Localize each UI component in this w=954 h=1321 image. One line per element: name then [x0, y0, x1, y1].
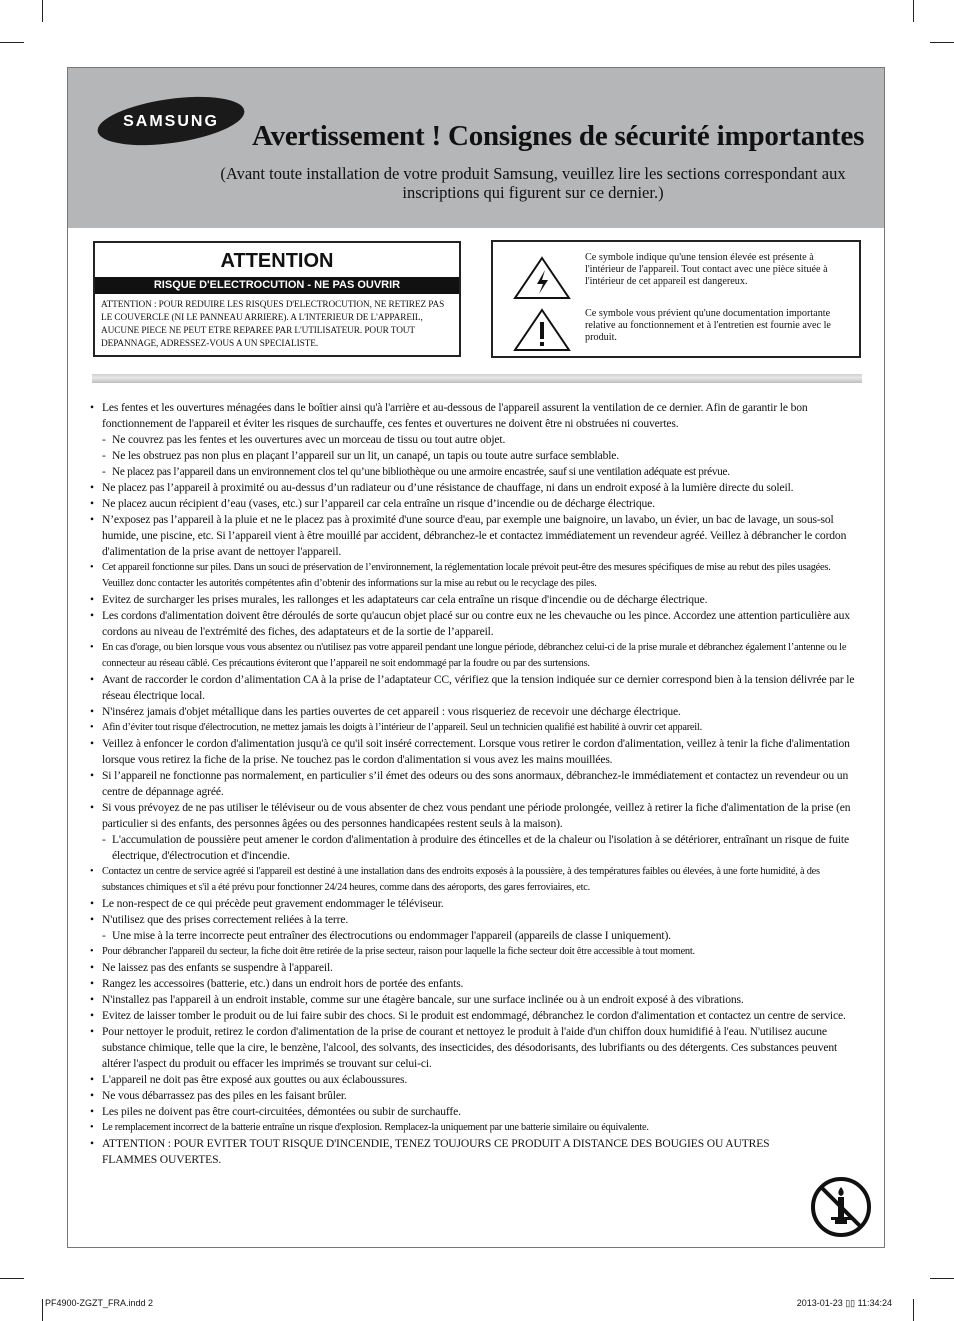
crop-mark	[913, 1299, 914, 1321]
attention-warning-bar: RISQUE D'ELECTROCUTION - NE PAS OUVRIR	[95, 277, 459, 294]
page-frame	[67, 67, 885, 1248]
footer-timestamp: 2013-01-23 ▯▯ 11:34:24	[796, 1298, 892, 1308]
list-subitem: - Ne placez pas l’appareil dans un environnement clos tel qu’une bibliothèque ou une armoire encastrée, sauf si une ventilation adéquate est prévue.	[88, 464, 860, 480]
list-item: • Le non-respect de ce qui précède peut gravement endommager le téléviseur.	[88, 896, 860, 912]
page-subtitle: (Avant toute installation de votre produit Samsung, veuillez lire les sections correspondant aux inscriptions qui figurent sur ce dernier.)	[220, 164, 846, 202]
list-item: • N'installez pas l'appareil à un endroit instable, comme sur une étagère bancale, sur une surface inclinée ou à un endroit exposé à des vibrations.	[88, 992, 860, 1008]
list-item: • N’exposez pas l’appareil à la pluie et ne le placez pas à proximité d'une source d'eau, par exemple une baignoire, un lavabo, un évier, un bac de lavage, un sous-sol humide, une piscine, etc. Si l’appareil vient à être mouillé par accident, débranchez-le et contactez immédiatement un revendeur agréé. Veillez à débrancher le cordon d'alimentation de la prise avant de nettoyer l'appareil.	[88, 512, 860, 560]
list-item: • En cas d'orage, ou bien lorsque vous vous absentez ou n'utilisez pas votre appareil pendant une longue période, débranchez celui-ci de la prise murale et débranchez également l’antenne ou le connecteur au réseau câblé. Ces précautions éviteront que l’appareil ne soit endommagé par la foudre ou par des surtensions.	[88, 640, 860, 672]
high-voltage-warning-icon	[513, 256, 571, 300]
list-item: • ATTENTION : POUR EVITER TOUT RISQUE D'INCENDIE, TENEZ TOUJOURS CE PRODUIT A DISTANCE DES BOUGIES OU AUTRES FLAMMES OUVERTES.	[88, 1136, 792, 1168]
page-title: Avertissement ! Consignes de sécurité importantes	[252, 120, 865, 152]
list-item: • Ne placez pas l’appareil à proximité ou au-dessus d’un radiateur ou d’une résistance de chauffage, ni dans un endroit exposé à la lumière directe du soleil.	[88, 480, 860, 496]
list-item: • Veillez à enfoncer le cordon d'alimentation jusqu'à ce qu'il soit inséré correctement. Lorsque vous retirer le cordon d'alimentation, veillez à tenir la fiche d'alimentation lorsque vous retirez la fiche de la prise. Ne touchez pas le cordon d'alimentation si vous avez les mains mouillées.	[88, 736, 860, 768]
crop-mark	[42, 0, 43, 22]
no-candle-icon	[809, 1175, 873, 1239]
safety-instructions-list	[88, 400, 860, 1168]
list-item: • Evitez de surcharger les prises murales, les rallonges et les adaptateurs car cela entraîne un risque d'incendie ou de décharge électrique.	[88, 592, 860, 608]
crop-mark	[0, 1278, 24, 1279]
attention-text: ATTENTION : POUR REDUIRE LES RISQUES D'ELECTROCUTION, NE RETIREZ PAS LE COUVERCLE (NI LE PANNEAU ARRIERE). A L'INTERIEUR DE L'APPAREIL, AUCUNE PIECE NE PEUT ETRE REPAREE PAR L'UTILISATEUR. POUR TOUT DEPANNAGE, ADRESSEZ-VOUS A UN SPECIALISTE.	[101, 300, 445, 349]
list-item: • N'utilisez que des prises correctement reliées à la terre.	[88, 912, 860, 928]
symbols-box	[491, 240, 861, 358]
footer-file-name: PF4900-ZGZT_FRA.indd 2	[45, 1298, 154, 1308]
list-item: • Avant de raccorder le cordon d’alimentation CA à la prise de l’adaptateur CC, vérifiez que la tension indiquée sur ce dernier correspond bien à la tension délivrée par le réseau électrique local.	[88, 672, 860, 704]
list-item: • Le remplacement incorrect de la batterie entraîne un risque d'explosion. Remplacez-la uniquement par une batterie similaire ou équivalente.	[88, 1120, 802, 1136]
list-subitem: - Ne couvrez pas les fentes et les ouvertures avec un morceau de tissu ou tout autre objet.	[88, 432, 860, 448]
crop-mark	[0, 42, 24, 43]
crop-mark	[913, 0, 914, 22]
exclamation-warning-icon	[513, 308, 571, 352]
list-item: • Si l’appareil ne fonctionne pas normalement, en particulier s’il émet des odeurs ou des sons anormaux, débranchez-le immédiatement et contactez un revendeur ou un centre de dépannage agréé.	[88, 768, 860, 800]
list-subitem: - Une mise à la terre incorrecte peut entraîner des électrocutions ou endommager l'appareil (appareils de classe I uniquement).	[88, 928, 860, 944]
list-subitem: - Ne les obstruez pas non plus en plaçant l’appareil sur un lit, un canapé, un tapis ou toute autre surface semblable.	[88, 448, 860, 464]
list-item: • Pour débrancher l'appareil du secteur, la fiche doit être retirée de la prise secteur, raison pour laquelle la fiche secteur doit être accessible à tout moment.	[88, 944, 860, 960]
list-item: • L'appareil ne doit pas être exposé aux gouttes ou aux éclaboussures.	[88, 1072, 860, 1088]
list-item: • Rangez les accessoires (batterie, etc.) dans un endroit hors de portée des enfants.	[88, 976, 860, 992]
list-item: • Evitez de laisser tomber le produit ou de lui faire subir des chocs. Si le produit est endommagé, débranchez le cordon d'alimentation et contactez un centre de service.	[88, 1008, 860, 1024]
divider	[92, 374, 862, 383]
list-item: • Les cordons d'alimentation doivent être déroulés de sorte qu'aucun objet placé sur ou contre eux ne les chevauche ou les pince. Accordez une attention particulière aux cordons au niveau de l'extrémité des fiches, des adaptateurs et de la sortie de l’appareil.	[88, 608, 860, 640]
list-item: • Pour nettoyer le produit, retirez le cordon d'alimentation de la prise de courant et nettoyez le produit à l'aide d'un chiffon doux humidifié à l'eau. N'utilisez aucune substance chimique, telle que la cire, le benzène, l'alcool, des solvants, des insecticides, des désodorisants, des lubrifiants ou des détergents. Ces substances peuvent altérer l'aspect du produit ou effacer les imprimés se trouvant sur celui-ci.	[88, 1024, 860, 1072]
crop-mark	[930, 42, 954, 43]
list-item: • Contactez un centre de service agréé si l'appareil est destiné à une installation dans des endroits exposés à la poussière, à des températures faibles ou élevées, à une forte humidité, à des substances chimiques et s'il a été prévu pour fonctionner 24/24 heures, comme dans des aéroports, des gares ferroviaires, etc.	[88, 864, 860, 896]
list-item: • Afin d’éviter tout risque d'électrocution, ne mettez jamais les doigts à l’intérieur de l’appareil. Seul un technicien qualifié est habilité à ouvrir cet appareil.	[88, 720, 860, 736]
list-item: • Ne placez aucun récipient d’eau (vases, etc.) sur l’appareil car cela entraîne un risque d’incendie ou de décharge électrique.	[88, 496, 860, 512]
list-item: • Cet appareil fonctionne sur piles. Dans un souci de préservation de l’environnement, la réglementation locale prévoit peut-être des mesures spécifiques de mise au rebut des piles usagées. Veuillez donc contacter les autorités compétentes afin d’obtenir des informations sur la mise au rebut ou le recyclage des piles.	[88, 560, 860, 592]
attention-box	[93, 241, 461, 357]
list-item: • Ne laissez pas des enfants se suspendre à l'appareil.	[88, 960, 860, 976]
list-item: • N'insérez jamais d'objet métallique dans les parties ouvertes de cet appareil : vous risqueriez de recevoir une décharge électrique.	[88, 704, 860, 720]
list-item: • Ne vous débarrassez pas des piles en les faisant brûler.	[88, 1088, 860, 1104]
list-item: • Si vous prévoyez de ne pas utiliser le téléviseur ou de vous absenter de chez vous pendant une période prolongée, veillez à retirer la fiche d'alimentation de la prise (en particulier si des enfants, des personnes âgées ou des personnes handicapées restent seuls à la maison).	[88, 800, 860, 832]
list-subitem: - L'accumulation de poussière peut amener le cordon d'alimentation à produire des étincelles et de la chaleur ou l'isolation à se détériorer, entraînant un risque de fuite électrique, d'électrocution et d'incendie.	[88, 832, 860, 864]
samsung-logo-icon	[96, 96, 246, 146]
header	[68, 68, 884, 228]
attention-title: ATTENTION	[220, 250, 334, 272]
list-item: • Les fentes et les ouvertures ménagées dans le boîtier ainsi qu'à l'arrière et au-dessous de l'appareil assurent la ventilation de ce dernier. Afin de garantir le bon fonctionnement de l'appareil et éviter les risques de surchauffe, ces fentes et ouvertures ne doivent être ni obstruées ni couvertes.	[88, 400, 860, 432]
brand-text: SAMSUNG	[123, 113, 219, 130]
voltage-symbol-text: Ce symbole indique qu'une tension élevée est présente à l'intérieur de l'appareil. Tout contact avec une pièce située à l'intérieur de cet appareil est dangereux.	[585, 252, 828, 287]
crop-mark	[930, 1278, 954, 1279]
crop-mark	[42, 1299, 43, 1321]
list-item: • Les piles ne doivent pas être court-circuitées, démontées ou subir de surchauffe.	[88, 1104, 860, 1120]
documentation-symbol-text: Ce symbole vous prévient qu'une documentation importante relative au fonctionnement et à l'entretien est fournie avec le produit.	[585, 308, 831, 343]
